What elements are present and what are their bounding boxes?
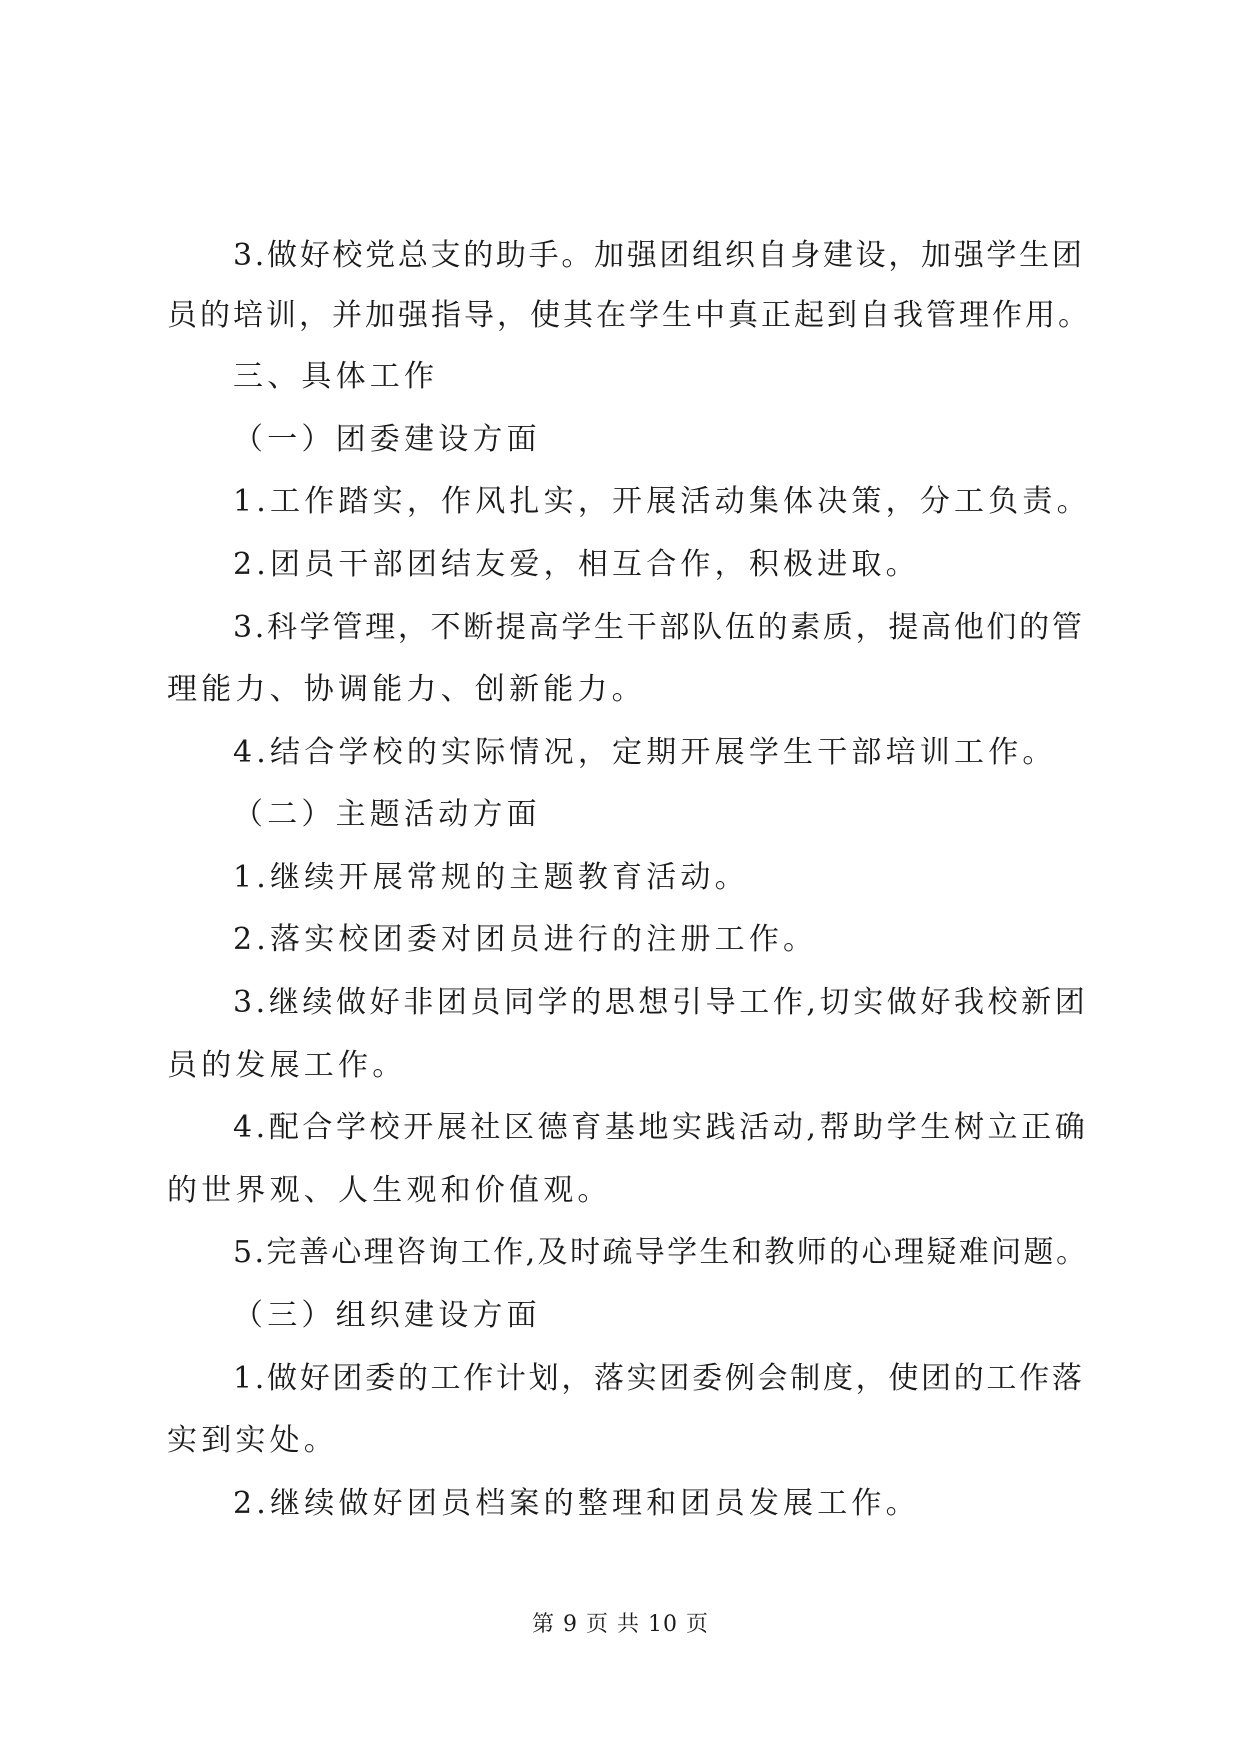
paragraph-line-21: 2.继续做好团员档案的整理和团员发展工作。 bbox=[233, 1486, 920, 1521]
paragraph-line-16: 的世界观、人生观和价值观。 bbox=[167, 1173, 612, 1208]
paragraph-line-2: 员的培训，并加强指导，使其在学生中真正起到自我管理作用。 bbox=[167, 298, 1091, 333]
paragraph-line-17: 5.完善心理咨询工作,及时疏导学生和教师的心理疑难问题。 bbox=[233, 1235, 1089, 1270]
paragraph-line-13: 3.继续做好非团员同学的思想引导工作,切实做好我校新团 bbox=[233, 985, 1089, 1020]
paragraph-line-14: 员的发展工作。 bbox=[167, 1048, 407, 1083]
subsection-heading-1: （一）团委建设方面 bbox=[233, 422, 541, 457]
paragraph-line-20: 实到实处。 bbox=[167, 1423, 338, 1458]
subsection-heading-3: （三）组织建设方面 bbox=[233, 1298, 541, 1333]
paragraph-line-19: 1.做好团委的工作计划，落实团委例会制度，使团的工作落 bbox=[233, 1361, 1085, 1396]
paragraph-line-15: 4.配合学校开展社区德育基地实践活动,帮助学生树立正确 bbox=[233, 1110, 1089, 1145]
section-heading: 三、具体工作 bbox=[233, 359, 439, 394]
paragraph-line-7: 3.科学管理，不断提高学生干部队伍的素质，提高他们的管 bbox=[233, 610, 1085, 645]
paragraph-line-9: 4.结合学校的实际情况，定期开展学生干部培训工作。 bbox=[233, 735, 1057, 770]
paragraph-line-11: 1.继续开展常规的主题教育活动。 bbox=[233, 860, 749, 895]
paragraph-line-5: 1.工作踏实，作风扎实，开展活动集体决策，分工负责。 bbox=[233, 484, 1091, 519]
page-number-footer: 第 9 页 共 10 页 bbox=[532, 1612, 709, 1637]
paragraph-line-8: 理能力、协调能力、创新能力。 bbox=[167, 672, 646, 707]
paragraph-line-1: 3.做好校党总支的助手。加强团组织自身建设，加强学生团 bbox=[233, 238, 1085, 273]
paragraph-line-6: 2.团员干部团结友爱，相互合作，积极进取。 bbox=[233, 547, 920, 582]
subsection-heading-2: （二）主题活动方面 bbox=[233, 797, 541, 832]
paragraph-line-12: 2.落实校团委对团员进行的注册工作。 bbox=[233, 922, 818, 957]
